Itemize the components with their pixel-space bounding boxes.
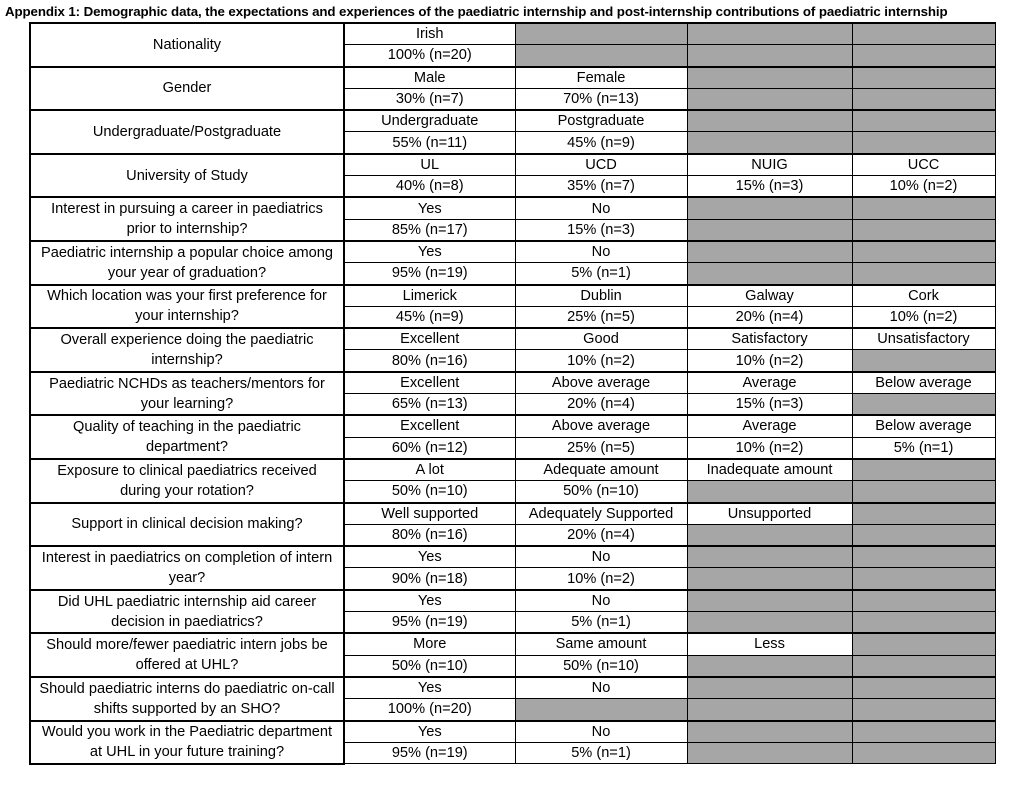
question-cell: Support in clinical decision making? [30,503,344,547]
empty-shaded-cell [852,503,995,525]
empty-shaded-cell [852,263,995,285]
empty-shaded-cell [852,633,995,655]
option-label-cell: Yes [344,590,515,612]
option-label-cell: Satisfactory [687,328,852,350]
table-row-options [30,197,995,219]
table-row-options [30,67,995,89]
option-label-cell: Above average [515,372,687,394]
question-cell: Exposure to clinical paediatrics received during your rotation? [30,459,344,503]
table-row-options [30,459,995,481]
option-label-cell: No [515,197,687,219]
question-cell: Interest in pursuing a career in paediatrics prior to internship? [30,197,344,241]
option-label-cell: Limerick [344,285,515,307]
result-value-cell: 65% (n=13) [344,394,515,416]
option-label-cell: Female [515,67,687,89]
result-value-cell: 15% (n=3) [515,219,687,241]
empty-shaded-cell [852,742,995,763]
option-label-cell: Less [687,633,852,655]
option-label-cell: Below average [852,372,995,394]
empty-shaded-cell [852,459,995,481]
result-value-cell: 25% (n=5) [515,306,687,328]
option-label-cell: No [515,241,687,263]
option-label-cell: Well supported [344,503,515,525]
result-value-cell: 5% (n=1) [515,742,687,763]
question-cell: Interest in paediatrics on completion of intern year? [30,546,344,590]
result-value-cell: 50% (n=10) [515,655,687,677]
empty-shaded-cell [852,677,995,699]
option-label-cell: Yes [344,721,515,743]
empty-shaded-cell [687,110,852,132]
empty-shaded-cell [687,481,852,503]
empty-shaded-cell [687,23,852,45]
question-cell: Paediatric internship a popular choice among your year of graduation? [30,241,344,285]
result-value-cell: 50% (n=10) [344,655,515,677]
empty-shaded-cell [687,742,852,763]
empty-shaded-cell [687,45,852,67]
empty-shaded-cell [515,23,687,45]
question-cell: Paediatric NCHDs as teachers/mentors for your learning? [30,372,344,416]
question-cell: Should more/fewer paediatric intern jobs be offered at UHL? [30,633,344,677]
option-label-cell: UL [344,154,515,176]
result-value-cell: 10% (n=2) [515,568,687,590]
question-cell: Undergraduate/Postgraduate [30,110,344,154]
empty-shaded-cell [515,699,687,721]
result-value-cell: 95% (n=19) [344,612,515,634]
option-label-cell: Good [515,328,687,350]
option-label-cell: Average [687,372,852,394]
empty-shaded-cell [687,524,852,546]
option-label-cell: Dublin [515,285,687,307]
empty-shaded-cell [687,219,852,241]
option-label-cell: Irish [344,23,515,45]
empty-shaded-cell [852,721,995,743]
option-label-cell: Unsupported [687,503,852,525]
empty-shaded-cell [852,546,995,568]
option-label-cell: Adequately Supported [515,503,687,525]
result-value-cell: 55% (n=11) [344,132,515,154]
question-cell: Did UHL paediatric internship aid career decision in paediatrics? [30,590,344,634]
table-row-options [30,241,995,263]
option-label-cell: UCD [515,154,687,176]
result-value-cell: 10% (n=2) [515,350,687,372]
option-label-cell: Unsatisfactory [852,328,995,350]
option-label-cell: Excellent [344,372,515,394]
result-value-cell: 85% (n=17) [344,219,515,241]
table-row-options [30,328,995,350]
question-cell: Which location was your first preference for your internship? [30,285,344,329]
empty-shaded-cell [687,546,852,568]
result-value-cell: 100% (n=20) [344,699,515,721]
result-value-cell: 20% (n=4) [515,394,687,416]
option-label-cell: Yes [344,197,515,219]
result-value-cell: 15% (n=3) [687,394,852,416]
empty-shaded-cell [852,350,995,372]
empty-shaded-cell [852,568,995,590]
option-label-cell: Undergraduate [344,110,515,132]
option-label-cell: Male [344,67,515,89]
option-label-cell: A lot [344,459,515,481]
result-value-cell: 45% (n=9) [515,132,687,154]
question-cell: Gender [30,67,344,111]
empty-shaded-cell [687,655,852,677]
empty-shaded-cell [852,590,995,612]
result-value-cell: 40% (n=8) [344,176,515,198]
empty-shaded-cell [852,23,995,45]
result-value-cell: 90% (n=18) [344,568,515,590]
option-label-cell: Inadequate amount [687,459,852,481]
result-value-cell: 15% (n=3) [687,176,852,198]
result-value-cell: 10% (n=2) [852,306,995,328]
option-label-cell: Below average [852,415,995,437]
empty-shaded-cell [852,110,995,132]
empty-shaded-cell [852,241,995,263]
result-value-cell: 80% (n=16) [344,350,515,372]
result-value-cell: 5% (n=1) [852,437,995,459]
empty-shaded-cell [687,677,852,699]
option-label-cell: UCC [852,154,995,176]
empty-shaded-cell [687,67,852,89]
table-row-options [30,721,995,743]
result-value-cell: 70% (n=13) [515,88,687,110]
survey-table [29,22,996,765]
question-cell: University of Study [30,154,344,198]
empty-shaded-cell [687,132,852,154]
survey-table-body [30,23,995,764]
result-value-cell: 20% (n=4) [687,306,852,328]
result-value-cell: 10% (n=2) [687,437,852,459]
table-row-options [30,546,995,568]
empty-shaded-cell [852,481,995,503]
result-value-cell: 50% (n=10) [515,481,687,503]
empty-shaded-cell [852,219,995,241]
result-value-cell: 100% (n=20) [344,45,515,67]
empty-shaded-cell [687,568,852,590]
empty-shaded-cell [687,263,852,285]
result-value-cell: 20% (n=4) [515,524,687,546]
empty-shaded-cell [687,197,852,219]
empty-shaded-cell [852,655,995,677]
result-value-cell: 95% (n=19) [344,742,515,763]
option-label-cell: Yes [344,546,515,568]
question-cell: Overall experience doing the paediatric internship? [30,328,344,372]
option-label-cell: No [515,721,687,743]
table-row-options [30,415,995,437]
option-label-cell: Yes [344,677,515,699]
result-value-cell: 5% (n=1) [515,263,687,285]
result-value-cell: 45% (n=9) [344,306,515,328]
page-title: Appendix 1: Demographic data, the expectations and experiences of the paediatric internship and post-internship contributions of paediatric internship [5,4,948,19]
table-row-options [30,677,995,699]
empty-shaded-cell [515,45,687,67]
option-label-cell: Average [687,415,852,437]
empty-shaded-cell [852,612,995,634]
result-value-cell: 95% (n=19) [344,263,515,285]
question-cell: Should paediatric interns do paediatric on-call shifts supported by an SHO? [30,677,344,721]
result-value-cell: 10% (n=2) [852,176,995,198]
result-value-cell: 60% (n=12) [344,437,515,459]
empty-shaded-cell [687,699,852,721]
empty-shaded-cell [687,721,852,743]
table-row-options [30,23,995,45]
empty-shaded-cell [687,241,852,263]
option-label-cell: No [515,590,687,612]
result-value-cell: 30% (n=7) [344,88,515,110]
table-row-options [30,590,995,612]
table-row-options [30,633,995,655]
empty-shaded-cell [852,45,995,67]
question-cell: Nationality [30,23,344,67]
option-label-cell: NUIG [687,154,852,176]
empty-shaded-cell [852,197,995,219]
option-label-cell: Galway [687,285,852,307]
empty-shaded-cell [687,590,852,612]
table-row-options [30,285,995,307]
option-label-cell: Above average [515,415,687,437]
result-value-cell: 35% (n=7) [515,176,687,198]
option-label-cell: Same amount [515,633,687,655]
option-label-cell: Postgraduate [515,110,687,132]
empty-shaded-cell [852,524,995,546]
option-label-cell: More [344,633,515,655]
result-value-cell: 50% (n=10) [344,481,515,503]
option-label-cell: Cork [852,285,995,307]
option-label-cell: Adequate amount [515,459,687,481]
empty-shaded-cell [852,67,995,89]
result-value-cell: 5% (n=1) [515,612,687,634]
option-label-cell: No [515,677,687,699]
result-value-cell: 25% (n=5) [515,437,687,459]
empty-shaded-cell [852,132,995,154]
table-row-options [30,503,995,525]
question-cell: Quality of teaching in the paediatric department? [30,415,344,459]
empty-shaded-cell [687,88,852,110]
empty-shaded-cell [852,699,995,721]
table-row-options [30,154,995,176]
option-label-cell: Yes [344,241,515,263]
empty-shaded-cell [687,612,852,634]
option-label-cell: Excellent [344,415,515,437]
option-label-cell: Excellent [344,328,515,350]
question-cell: Would you work in the Paediatric department at UHL in your future training? [30,721,344,764]
option-label-cell: No [515,546,687,568]
result-value-cell: 10% (n=2) [687,350,852,372]
empty-shaded-cell [852,394,995,416]
empty-shaded-cell [852,88,995,110]
table-row-options [30,372,995,394]
result-value-cell: 80% (n=16) [344,524,515,546]
table-row-options [30,110,995,132]
